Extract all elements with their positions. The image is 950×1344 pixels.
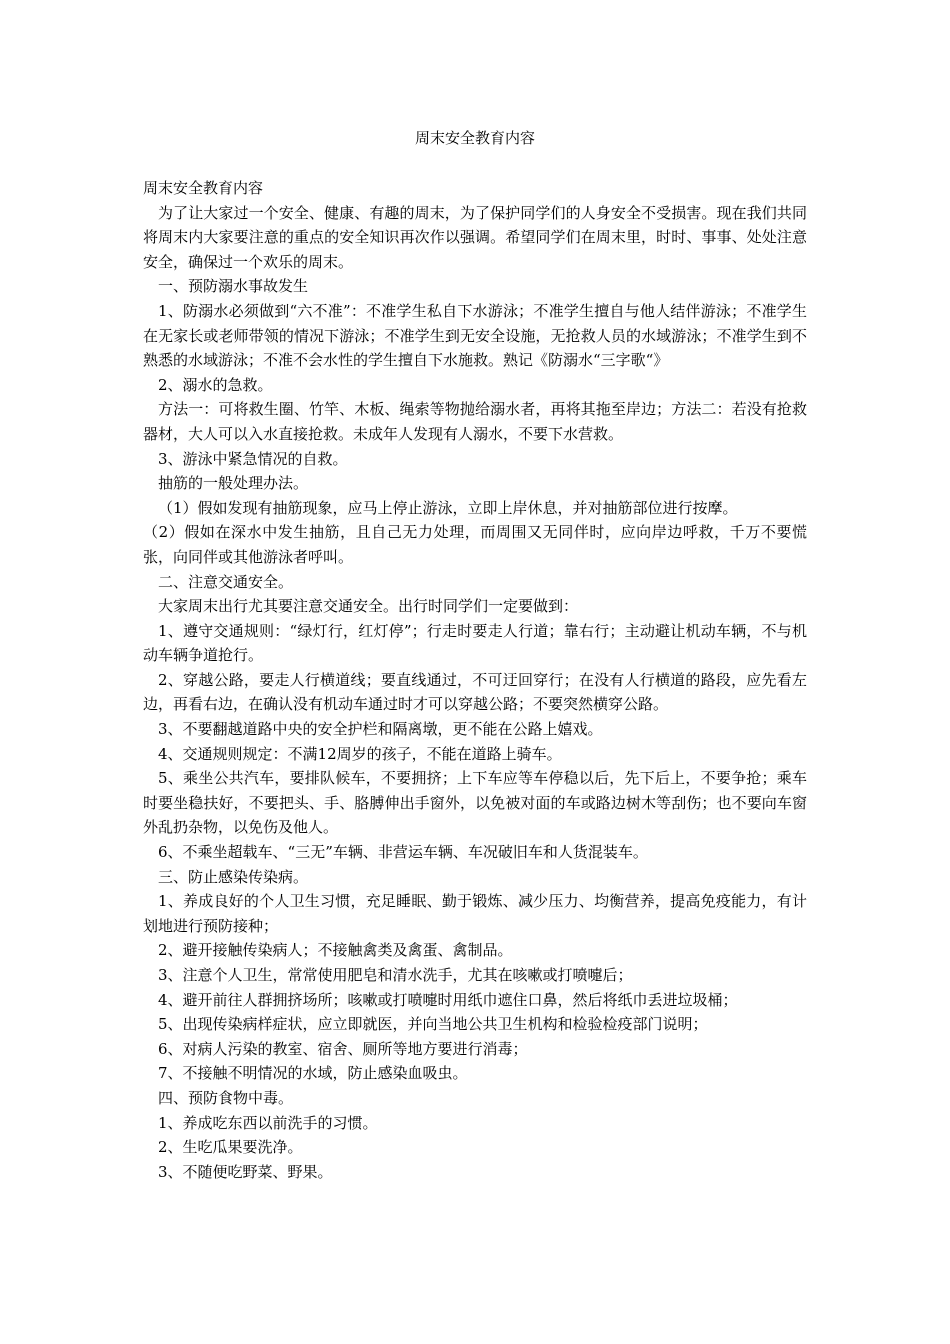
paragraph: 4、交通规则规定：不满12周岁的孩子，不能在道路上骑车。 — [158, 744, 562, 763]
paragraph: 1、防溺水必须做到“六不准”：不准学生私自下水游泳；不准学生擅自与他人结伴游泳；不准学生在无家长或老师带领的情况下游泳；不准学生到无安全设施，无抢救人员的水域游泳；不准学生到不熟悉的水域游泳；不准不会水性的学生擅自下水施救。熟记《防溺水“三字歌“》 — [143, 301, 807, 370]
paragraph: 3、游泳中紧急情况的自救。 — [158, 449, 348, 468]
paragraph: （2）假如在深水中发生抽筋，且自己无力处理，而周围又无同伴时，应向岸边呼救，千万不要慌张，向同伴或其他游泳者呼叫。 — [143, 523, 807, 566]
paragraph: （1）假如发现有抽筋现象，应马上停止游泳，立即上岸休息，并对抽筋部位进行按摩。 — [158, 498, 738, 517]
paragraph: 四、预防食物中毒。 — [158, 1088, 294, 1107]
document-body — [143, 176, 807, 1184]
paragraph: 1、养成良好的个人卫生习惯，充足睡眠、勤于锻炼、减少压力、均衡营养，提高免疫能力，有计划地进行预防接种； — [143, 892, 807, 935]
paragraph: 周末安全教育内容 — [143, 179, 264, 197]
paragraph: 一、预防溺水事故发生 — [158, 277, 309, 296]
paragraph: 5、乘坐公共汽车，要排队候车，不要拥挤；上下车应等车停稳以后，先下后上，不要争抢；乘车时要坐稳扶好，不要把头、手、胳膊伸出手窗外，以免被对面的车或路边树木等刮伤；也不要向车窗外乱扔杂物，以免伤及他人。 — [143, 769, 807, 837]
paragraph: 方法一：可将救生圈、竹竿、木板、绳索等物抛给溺水者，再将其拖至岸边；方法二：若没有抢救器材，大人可以入水直接抢救。未成年人发现有人溺水，不要下水营救。 — [143, 400, 807, 443]
paragraph: 3、不要翻越道路中央的安全护栏和隔离墩，更不能在公路上嬉戏。 — [158, 720, 603, 739]
paragraph: 1、遵守交通规则：“绿灯行，红灯停”；行走时要走人行道；靠右行；主动避让机动车辆，不与机动车辆争道抢行。 — [143, 621, 807, 665]
paragraph: 大家周末出行尤其要注意交通安全。出行时同学们一定要做到： — [158, 597, 579, 616]
paragraph: 抽筋的一般处理办法。 — [158, 474, 309, 493]
paragraph: 1、养成吃东西以前洗手的习惯。 — [158, 1113, 378, 1132]
paragraph: 二、注意交通安全。 — [158, 572, 294, 591]
paragraph: 2、溺水的急救。 — [158, 375, 273, 394]
paragraph: 6、对病人污染的教室、宿舍、厕所等地方要进行消毒； — [158, 1039, 528, 1058]
paragraph: 3、不随便吃野菜、野果。 — [158, 1162, 333, 1181]
paragraph: 3、注意个人卫生，常常使用肥皂和清水洗手，尤其在咳嗽或打喷嚏后； — [158, 966, 633, 984]
paragraph: 5、出现传染病样症状，应立即就医，并向当地公共卫生机构和检验检疫部门说明； — [158, 1015, 708, 1034]
paragraph: 7、不接触不明情况的水域，防止感染血吸虫。 — [158, 1064, 468, 1083]
paragraph: 6、不乘坐超载车、“三无”车辆、非营运车辆、车况破旧车和人货混装车。 — [158, 843, 648, 862]
paragraph: 为了让大家过一个安全、健康、有趣的周末，为了保护同学们的人身安全不受损害。现在我们共同将周末内大家要注意的重点的安全知识再次作以强调。希望同学们在周末里，时时、事事、处处注意安全，确保过一个欢乐的周末。 — [143, 203, 807, 271]
paragraph: 2、穿越公路，要走人行横道线；要直线通过，不可迂回穿行；在没有人行横道的路段，应先看左边，再看右边，在确认没有机动车通过时才可以穿越公路；不要突然横穿公路。 — [143, 670, 807, 714]
document-title: 周末安全教育内容 — [414, 129, 535, 147]
paragraph: 2、避开接触传染病人；不接触禽类及禽蛋、禽制品。 — [158, 941, 513, 960]
paragraph: 2、生吃瓜果要洗净。 — [158, 1138, 303, 1157]
paragraph: 三、防止感染传染病。 — [158, 867, 309, 886]
paragraph: 4、避开前往人群拥挤场所；咳嗽或打喷嚏时用纸巾遮住口鼻，然后将纸巾丢进垃圾桶； — [158, 990, 738, 1009]
